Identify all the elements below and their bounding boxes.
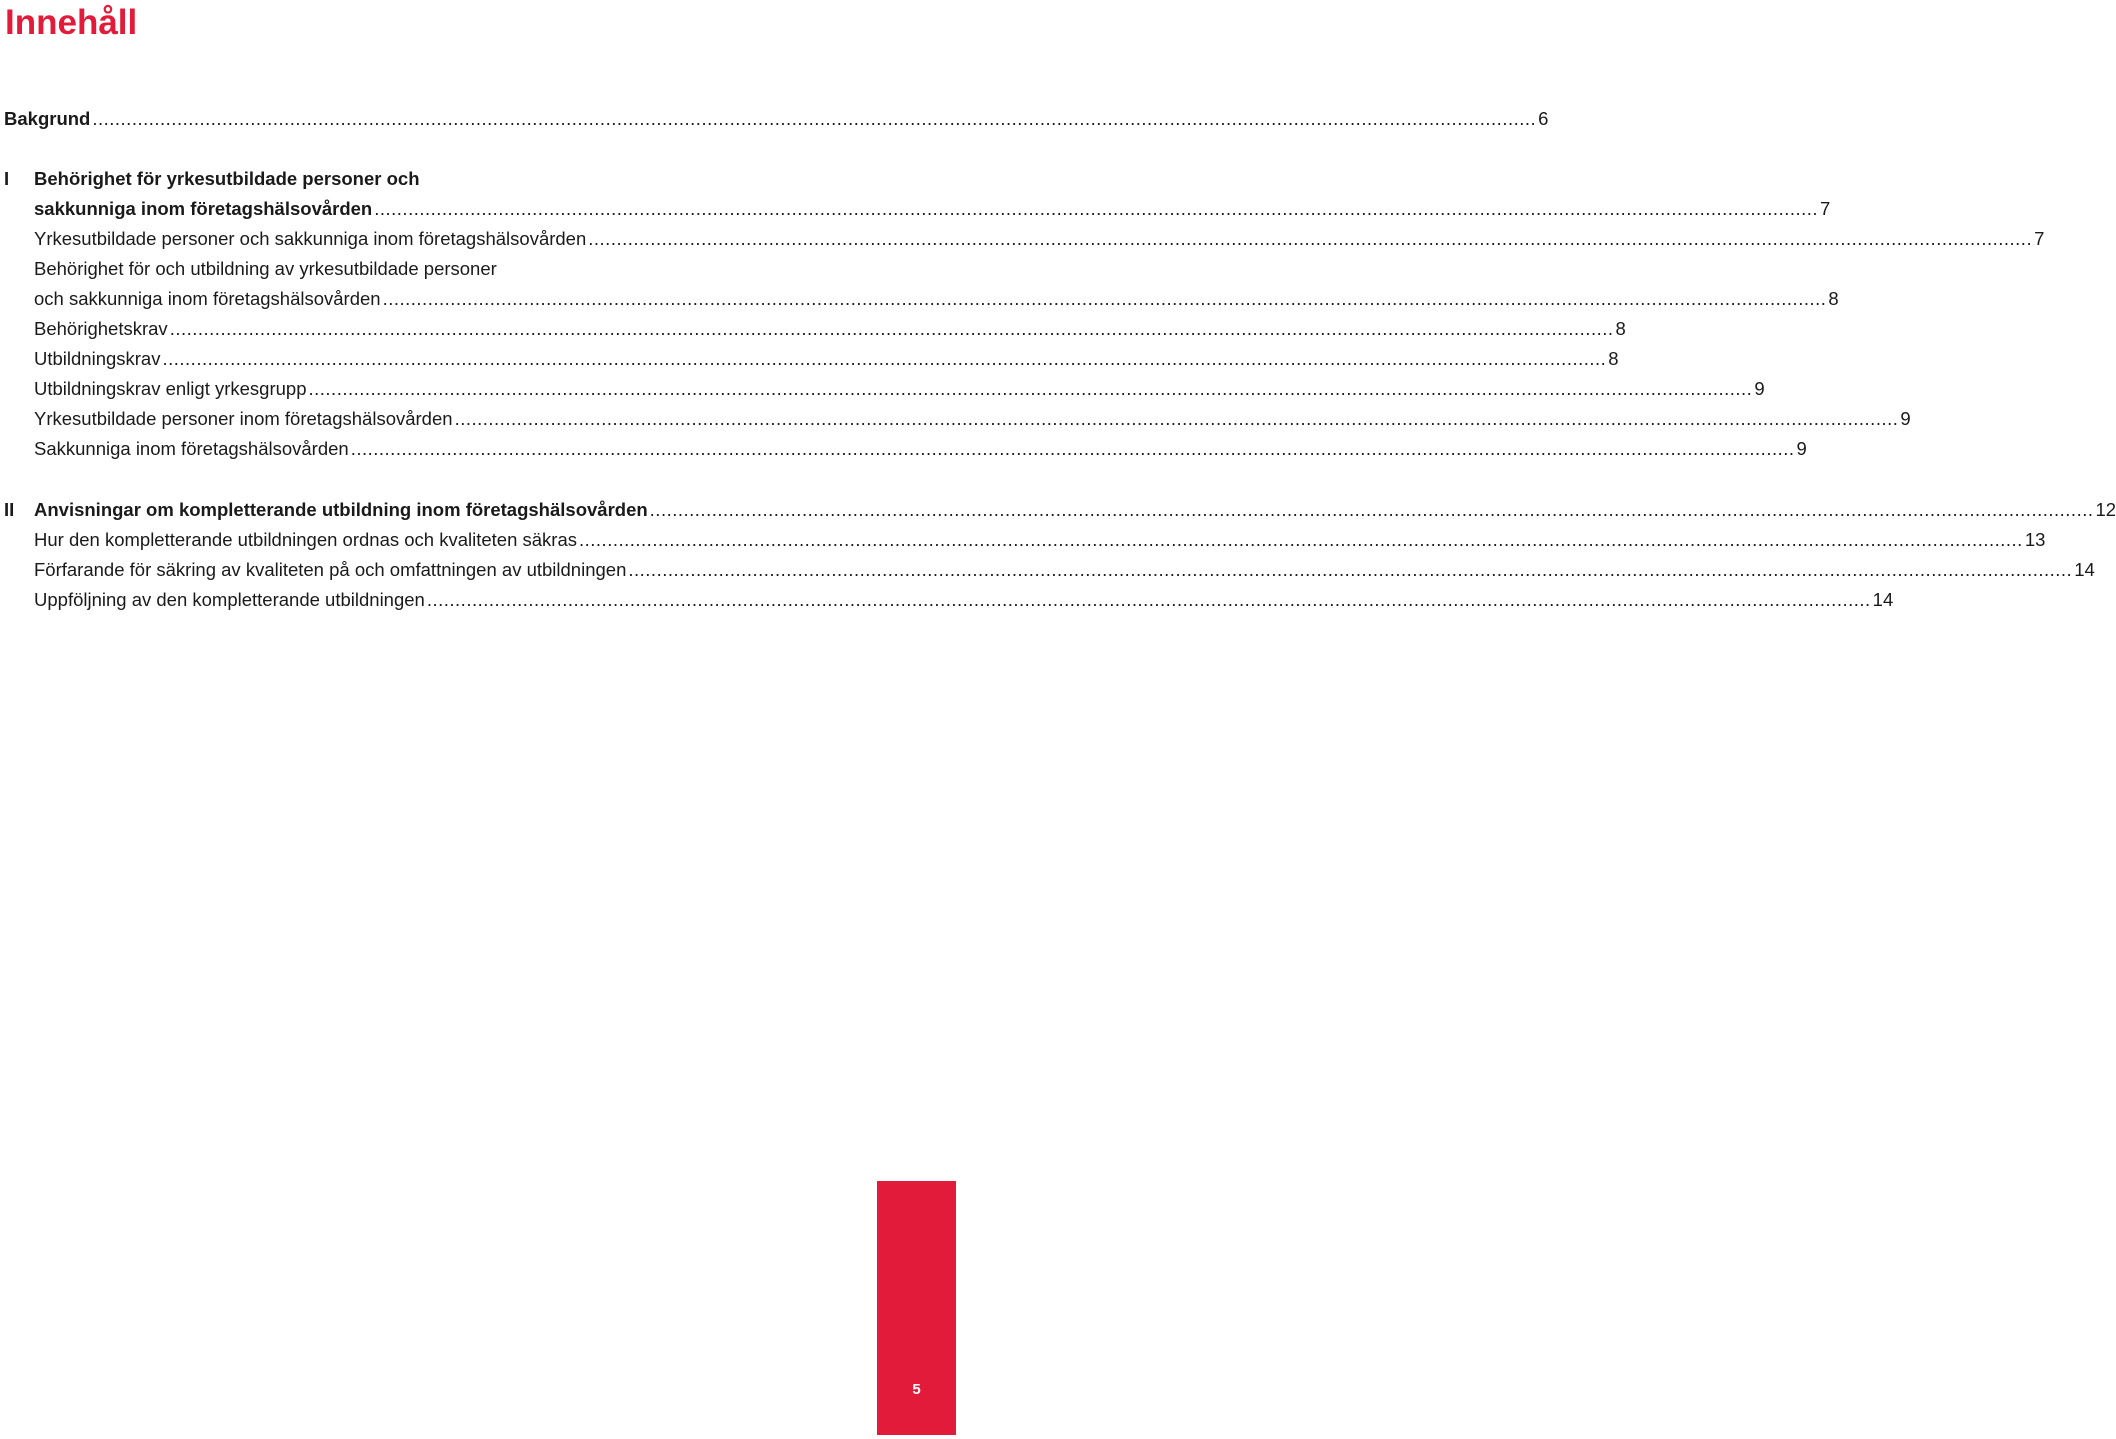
toc-leader-dots <box>92 104 1536 134</box>
toc-entry-page: 14 <box>1872 589 1894 610</box>
toc-entry-page: 9 <box>1796 438 1807 459</box>
toc-entry-page: 9 <box>1754 378 1765 399</box>
toc-entry[interactable] <box>4 374 1765 404</box>
toc-entry-text: Behörighetskrav <box>34 318 168 339</box>
toc-entry-page: 8 <box>1828 288 1839 309</box>
toc-leader-dots <box>162 344 1606 374</box>
toc-entry-text: Yrkesutbildade personer och sakkunniga inom företagshälsovården <box>34 228 587 249</box>
toc-entry[interactable] <box>4 284 1839 314</box>
toc-entry-page: 7 <box>2034 228 2045 249</box>
toc-leader-dots <box>383 284 1827 314</box>
toc-entry-page: 6 <box>1538 108 1549 129</box>
toc-entry-text: Sakkunniga inom företagshälsovården <box>34 438 349 459</box>
toc-entry-page: 9 <box>1900 408 1911 429</box>
toc-entry-page: 12 <box>2095 499 2116 520</box>
toc-leader-dots <box>628 555 2072 585</box>
toc-entry[interactable] <box>4 555 2095 585</box>
toc-entry-text: sakkunniga inom företagshälsovården <box>34 198 373 219</box>
toc-entry-text: Anvisningar om kompletterande utbildning inom företagshälsovården <box>34 499 648 520</box>
toc-section-number: I <box>4 168 10 189</box>
toc-leader-dots <box>309 374 1753 404</box>
toc-entry[interactable] <box>4 224 2045 254</box>
page-tab <box>877 1181 956 1435</box>
toc-entry-text: Behörighet för och utbildning av yrkesutbildade personer <box>34 258 497 279</box>
toc-leader-dots <box>427 585 1871 615</box>
toc-entry[interactable] <box>4 525 2046 555</box>
toc-entry-page: 8 <box>1608 348 1619 369</box>
toc-entry-section-2[interactable] <box>4 495 2116 525</box>
toc-entry-text: Hur den kompletterande utbildningen ordnas och kvaliteten säkras <box>34 529 577 550</box>
toc-entry-section-1-cont[interactable] <box>4 194 1831 224</box>
toc-entry[interactable] <box>4 434 1807 464</box>
toc-entry-text: Bakgrund <box>4 108 91 129</box>
toc-leader-dots <box>579 525 2023 555</box>
toc-entry-text: Yrkesutbildade personer inom företagshälsovården <box>34 408 453 429</box>
toc-leader-dots <box>170 314 1614 344</box>
toc-leader-dots <box>455 404 1899 434</box>
toc-leader-dots <box>588 224 2032 254</box>
toc-entry[interactable] <box>4 344 1619 374</box>
toc-entry[interactable] <box>4 254 798 284</box>
toc-leader-dots <box>351 434 1795 464</box>
toc-entry-page: 14 <box>2074 559 2095 580</box>
toc-entry-text: Förfarande för säkring av kvaliteten på och omfattningen av utbildningen <box>34 559 627 580</box>
toc-entry-section-1[interactable] <box>4 164 798 194</box>
toc-entry-text: och sakkunniga inom företagshälsovården <box>34 288 381 309</box>
page-number: 5 <box>912 1381 921 1398</box>
toc-entry[interactable] <box>4 585 1894 615</box>
toc-entry-text: Behörighet för yrkesutbildade personer och <box>34 168 420 189</box>
toc-section-number: II <box>4 499 15 520</box>
toc-entry-bakgrund[interactable] <box>4 104 1549 134</box>
toc-entry[interactable] <box>4 314 1626 344</box>
toc-leader-dots <box>650 495 2094 525</box>
toc-entry-text: Uppföljning av den kompletterande utbildningen <box>34 589 425 610</box>
toc-entry-page: 13 <box>2024 529 2046 550</box>
toc-entry-page: 7 <box>1820 198 1831 219</box>
toc-entry-text: Utbildningskrav enligt yrkesgrupp <box>34 378 307 399</box>
page-title: Innehåll <box>5 3 138 42</box>
toc-entry[interactable] <box>4 404 1911 434</box>
toc-leader-dots <box>374 194 1818 224</box>
toc-entry-page: 8 <box>1615 318 1626 339</box>
toc-entry-text: Utbildningskrav <box>34 348 161 369</box>
